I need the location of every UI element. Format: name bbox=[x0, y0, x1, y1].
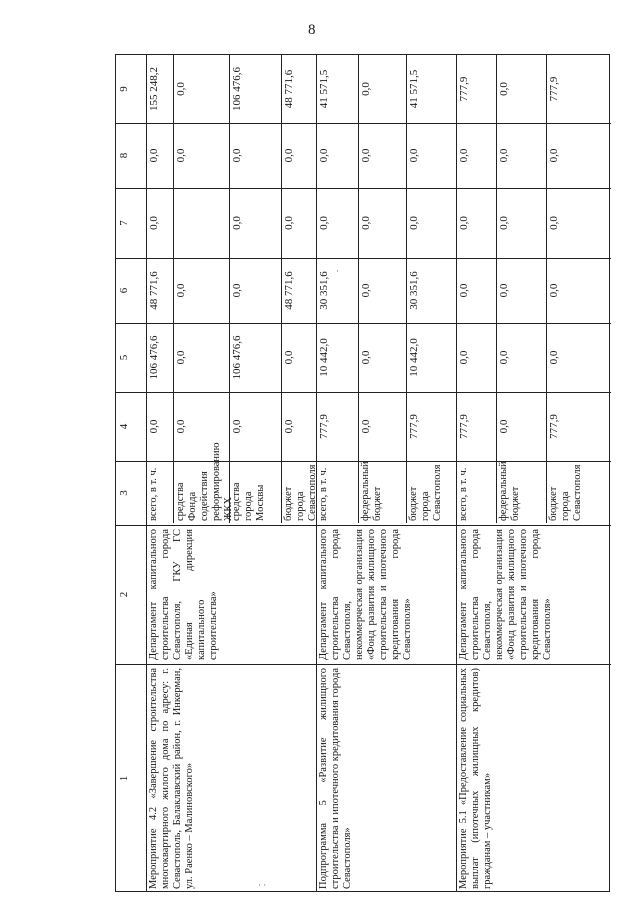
value-cell-text: 48 771,6 bbox=[283, 69, 295, 109]
value-cell bbox=[173, 323, 229, 392]
value-cell-text: 0,0 bbox=[548, 216, 560, 230]
value-cell bbox=[316, 392, 358, 461]
value-cell-text: 777,9 bbox=[458, 414, 470, 439]
value-cell-text: 0,0 bbox=[360, 82, 372, 96]
value-cell bbox=[173, 392, 229, 461]
value-cell bbox=[358, 323, 406, 392]
column-header-3-text: 3 bbox=[118, 490, 130, 496]
value-cell bbox=[173, 258, 229, 323]
row-name-cell-text: Мероприятие 4.2 «Завершение строительства многоквартирного жилого дома по адресу: г. Севастополь, Балаклавский район, г. Инкерман, ул. Раенко – Малиновского» bbox=[148, 668, 195, 889]
column-header-9-text: 9 bbox=[118, 86, 130, 92]
value-cell bbox=[546, 123, 611, 188]
value-cell bbox=[456, 323, 496, 392]
value-cell-text: 106 476,6 bbox=[231, 67, 243, 111]
value-cell-text: 0,0 bbox=[548, 350, 560, 365]
value-cell bbox=[229, 323, 281, 392]
column-header-4 bbox=[116, 392, 146, 461]
funding-source-cell-text: бюджет города Севастополя bbox=[548, 464, 583, 521]
value-cell-text: 0,0 bbox=[498, 82, 510, 96]
value-cell-text: 10 442,0 bbox=[318, 338, 330, 377]
value-cell-text: 0,0 bbox=[548, 148, 560, 163]
value-cell bbox=[358, 392, 406, 461]
row-name-cell bbox=[316, 664, 456, 893]
column-header-5-text: 5 bbox=[118, 354, 130, 361]
value-cell bbox=[146, 123, 173, 188]
value-cell bbox=[173, 188, 229, 258]
value-cell-text: 41 571,5 bbox=[408, 69, 420, 109]
scan-speck: · · bbox=[258, 880, 267, 890]
value-cell-text: 30 351,6 bbox=[318, 271, 330, 310]
value-cell bbox=[546, 55, 611, 123]
funding-source-cell-text: средства Фонда содействия реформированию ЖКХ bbox=[175, 442, 234, 521]
funding-source-cell bbox=[281, 461, 316, 525]
value-cell bbox=[316, 188, 358, 258]
value-cell bbox=[173, 123, 229, 188]
funding-source-cell-text: всего, в т. ч. bbox=[318, 467, 329, 521]
value-cell bbox=[146, 392, 173, 461]
column-header-6-text: 6 bbox=[118, 287, 130, 294]
value-cell-text: 0,0 bbox=[231, 283, 243, 298]
column-header-1 bbox=[116, 664, 146, 893]
value-cell bbox=[496, 323, 546, 392]
value-cell-text: 0,0 bbox=[283, 350, 295, 365]
value-cell-text: 0,0 bbox=[148, 216, 160, 230]
row-name-cell bbox=[146, 664, 316, 893]
value-cell bbox=[406, 55, 456, 123]
funding-source-cell bbox=[173, 442, 234, 525]
value-cell bbox=[406, 258, 456, 323]
value-cell bbox=[496, 123, 546, 188]
value-cell-text: 0,0 bbox=[458, 148, 470, 163]
value-cell bbox=[496, 188, 546, 258]
value-cell bbox=[496, 55, 546, 123]
funding-source-cell bbox=[496, 461, 546, 525]
funding-source-cell bbox=[358, 461, 406, 525]
funding-source-cell-text: федеральный бюджет bbox=[360, 461, 383, 521]
value-cell-text: 0,0 bbox=[408, 148, 420, 163]
funding-source-cell-text: средства города Москвы bbox=[231, 482, 266, 521]
column-header-9 bbox=[116, 55, 146, 123]
value-cell bbox=[229, 123, 281, 188]
row-name-cell bbox=[456, 664, 611, 893]
column-header-3 bbox=[116, 461, 146, 525]
value-cell-text: 0,0 bbox=[498, 419, 510, 434]
value-cell-text: 0,0 bbox=[458, 350, 470, 365]
value-cell-text: 155 248,2 bbox=[148, 67, 160, 111]
value-cell-text: 0,0 bbox=[458, 283, 470, 298]
column-header-5 bbox=[116, 323, 146, 392]
value-cell-text: 48 771,6 bbox=[148, 271, 160, 310]
value-cell-text: 0,0 bbox=[548, 283, 560, 298]
value-cell bbox=[146, 258, 173, 323]
value-cell-text: 0,0 bbox=[360, 216, 372, 230]
column-header-2-text: 2 bbox=[118, 591, 130, 598]
row-name-cell-text: Подпрограмма 5 «Развитие жилищного строительства и ипотечного кредитования города Севастополя» bbox=[318, 668, 353, 889]
value-cell bbox=[456, 188, 496, 258]
value-cell-text: 0,0 bbox=[360, 148, 372, 163]
value-cell-text: 0,0 bbox=[360, 350, 372, 365]
value-cell bbox=[406, 188, 456, 258]
value-cell-text: 0,0 bbox=[498, 350, 510, 365]
funding-source-cell-text: федеральный бюджет bbox=[498, 461, 521, 521]
value-cell bbox=[146, 323, 173, 392]
value-cell bbox=[281, 323, 316, 392]
value-cell bbox=[229, 188, 281, 258]
value-cell bbox=[281, 123, 316, 188]
page-number: 8 bbox=[308, 22, 316, 38]
value-cell-text: 0,0 bbox=[283, 419, 295, 434]
value-cell bbox=[546, 392, 611, 461]
value-cell-text: 0,0 bbox=[175, 82, 187, 96]
value-cell bbox=[229, 392, 281, 461]
value-cell bbox=[406, 323, 456, 392]
value-cell-text: 0,0 bbox=[318, 148, 330, 163]
value-cell-text: 0,0 bbox=[458, 216, 470, 230]
value-cell-text: 0,0 bbox=[360, 283, 372, 298]
funding-source-cell-text: бюджет города Севастополя bbox=[408, 464, 443, 521]
value-cell-text: 0,0 bbox=[175, 419, 187, 434]
row-name-cell-text: Мероприятие 5.1 «Предоставление социальных выплат (ипотечных жилищных кредитов) гражданам – участникам» bbox=[458, 668, 493, 889]
funding-source-cell bbox=[146, 461, 173, 525]
executor-cell bbox=[146, 525, 316, 664]
column-header-6 bbox=[116, 258, 146, 323]
column-header-2 bbox=[116, 525, 146, 664]
value-cell-text: 0,0 bbox=[408, 216, 420, 230]
value-cell bbox=[146, 55, 173, 123]
value-cell-text: 30 351,6 bbox=[408, 271, 420, 310]
value-cell-text: 0,0 bbox=[148, 148, 160, 163]
value-cell-text: 777,9 bbox=[408, 414, 420, 439]
executor-cell-text: Департамент капитального строительства города Севастополя, ГКУ ГС «Единая дирекция капитального строительства» bbox=[148, 529, 219, 660]
value-cell-text: 10 442,0 bbox=[408, 338, 420, 377]
value-cell bbox=[546, 323, 611, 392]
funding-source-cell-text: всего, в т. ч. bbox=[148, 467, 159, 521]
value-cell bbox=[406, 123, 456, 188]
value-cell bbox=[496, 392, 546, 461]
value-cell-text: 0,0 bbox=[175, 350, 187, 365]
value-cell-text: 0,0 bbox=[231, 216, 243, 230]
value-cell bbox=[358, 188, 406, 258]
value-cell bbox=[281, 55, 316, 123]
funding-source-cell bbox=[546, 461, 611, 525]
value-cell-text: 0,0 bbox=[283, 148, 295, 163]
value-cell-text: 0,0 bbox=[231, 419, 243, 434]
value-cell bbox=[358, 55, 406, 123]
column-header-4-text: 4 bbox=[118, 423, 130, 430]
value-cell-text: 106 476,6 bbox=[231, 335, 243, 380]
value-cell-text: 0,0 bbox=[498, 148, 510, 163]
value-cell-text: 0,0 bbox=[175, 283, 187, 298]
value-cell bbox=[146, 188, 173, 258]
value-cell-text: 777,9 bbox=[458, 76, 470, 102]
value-cell bbox=[316, 55, 358, 123]
value-cell bbox=[358, 258, 406, 323]
value-cell bbox=[496, 258, 546, 323]
value-cell bbox=[456, 55, 496, 123]
value-cell-text: 777,9 bbox=[548, 414, 560, 439]
value-cell-text: 0,0 bbox=[498, 283, 510, 298]
value-cell-text bbox=[173, 188, 229, 258]
value-cell-text: 0,0 bbox=[231, 148, 243, 163]
column-header-7 bbox=[116, 188, 146, 258]
value-cell bbox=[316, 323, 358, 392]
value-cell bbox=[406, 392, 456, 461]
value-cell bbox=[281, 188, 316, 258]
value-cell-text: 41 571,5 bbox=[318, 69, 330, 109]
scan-speck: · bbox=[336, 266, 339, 276]
value-cell bbox=[456, 392, 496, 461]
value-cell bbox=[546, 258, 611, 323]
value-cell bbox=[229, 258, 281, 323]
value-cell bbox=[316, 123, 358, 188]
funding-source-cell-text: бюджет города Севастополя bbox=[283, 464, 318, 521]
value-cell-text: 0,0 bbox=[148, 419, 160, 434]
value-cell bbox=[281, 258, 316, 323]
column-header-1-text: 1 bbox=[118, 775, 130, 782]
value-cell bbox=[456, 258, 496, 323]
funding-source-cell-text: всего, в т. ч. bbox=[458, 467, 469, 521]
value-cell-text: 0,0 bbox=[283, 216, 295, 230]
funding-source-cell bbox=[229, 461, 281, 525]
column-header-8-text: 8 bbox=[118, 152, 130, 159]
value-cell-text: 106 476,6 bbox=[148, 335, 160, 380]
value-cell-text: 0,0 bbox=[318, 216, 330, 230]
value-cell-text: 777,9 bbox=[548, 76, 560, 102]
funding-source-cell bbox=[406, 461, 456, 525]
funding-source-cell bbox=[316, 461, 358, 525]
value-cell-text: 48 771,6 bbox=[283, 271, 295, 310]
executor-cell-text: Департамент капитального строительства города Севастополя, некоммерческая организация «Фонд развития жилищного строительства и ипотечного кредитования города Севастополя» bbox=[458, 529, 553, 660]
executor-cell-text: Департамент капитального строительства города Севастополя, некоммерческая организация «Фонд развития жилищного строительства и ипотечного кредитования города Севастополя» bbox=[318, 529, 413, 660]
value-cell-text: 0,0 bbox=[360, 419, 372, 434]
column-header-8 bbox=[116, 123, 146, 188]
value-cell bbox=[173, 55, 229, 123]
value-cell bbox=[456, 123, 496, 188]
executor-cell bbox=[316, 525, 456, 664]
value-cell-text: 777,9 bbox=[318, 414, 330, 439]
value-cell-text: 0,0 bbox=[498, 216, 510, 230]
value-cell bbox=[229, 55, 281, 123]
column-header-7-text: 7 bbox=[118, 220, 130, 226]
budget-table bbox=[115, 54, 610, 892]
value-cell bbox=[281, 392, 316, 461]
value-cell-text: 0,0 bbox=[175, 148, 187, 163]
value-cell bbox=[546, 188, 611, 258]
funding-source-cell bbox=[456, 461, 496, 525]
executor-cell bbox=[456, 525, 611, 664]
value-cell bbox=[358, 123, 406, 188]
